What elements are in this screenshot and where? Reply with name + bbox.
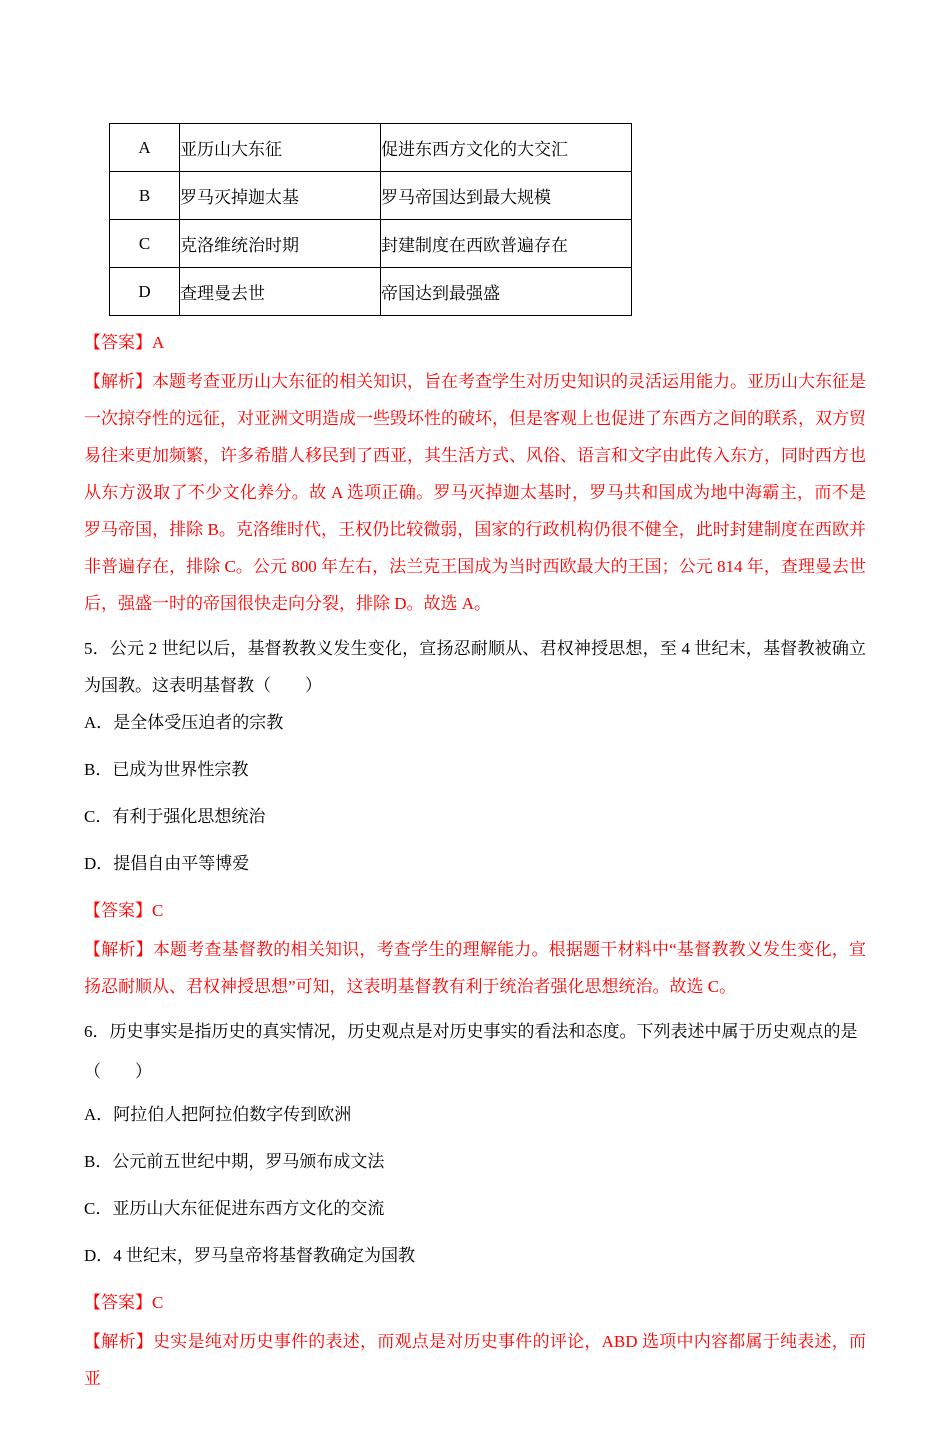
option-letter-cell: C	[110, 220, 180, 268]
outcome-cell: 帝国达到最强盛	[381, 268, 632, 316]
question-6-option-b: B．公元前五世纪中期，罗马颁布成文法	[84, 1152, 385, 1171]
question-6-stem-parentheses: （ ）	[84, 1062, 152, 1081]
question-6-option-a: A．阿拉伯人把阿拉伯数字传到欧洲	[84, 1105, 352, 1124]
table-row	[110, 172, 632, 220]
question-6-answer: 【答案】C	[84, 1293, 164, 1312]
question-6-option-d: D．4 世纪末，罗马皇帝将基督教确定为国教	[84, 1246, 416, 1265]
event-cell: 查理曼去世	[180, 268, 381, 316]
outcome-cell: 促进东西方文化的大交汇	[381, 124, 632, 172]
table-row	[110, 124, 632, 172]
question-4-analysis: 【解析】本题考查亚历山大东征的相关知识，旨在考查学生对历史知识的灵活运用能力。亚历山大东征是一次掠夺性的远征，对亚洲文明造成一些毁坏性的破坏，但是客观上也促进了东西方之间的联系，双方贸易往来更加频繁，许多希腊人移民到了西亚，其生活方式、风俗、语言和文字由此传入东方，同时西方也从东方汲取了不少文化养分。故 A 选项正确。罗马灭掉迦太基时，罗马共和国成为地中海霸主，而不是罗马帝国，排除 B。克洛维时代，王权仍比较微弱，国家的行政机构仍很不健全，此时封建制度在西欧并非普遍存在，排除 C。公元 800 年左右，法兰克王国成为当时西欧最大的王国；公元 814 年，查理曼去世后，强盛一时的帝国很快走向分裂，排除 D。故选 A。	[84, 372, 866, 613]
question-5-stem: 5．公元 2 世纪以后，基督教教义发生变化，宣扬忍耐顺从、君权神授思想，至 4 世纪末，基督教被确立为国教。这表明基督教（ ）	[84, 639, 866, 695]
question-5-option-b: B．已成为世界性宗教	[84, 760, 249, 779]
option-letter-cell: D	[110, 268, 180, 316]
question-6-analysis-partial: 【解析】史实是纯对历史事件的表述，而观点是对历史事件的评论，ABD 选项中内容都属于纯表述，而亚	[84, 1332, 866, 1388]
question-5-option-c: C．有利于强化思想统治	[84, 807, 266, 826]
question-4-options-table	[109, 123, 632, 316]
question-5-option-a: A．是全体受压迫者的宗教	[84, 713, 284, 732]
event-cell: 亚历山大东征	[180, 124, 381, 172]
question-6-option-c: C．亚历山大东征促进东西方文化的交流	[84, 1199, 385, 1218]
table-row	[110, 220, 632, 268]
outcome-cell: 罗马帝国达到最大规模	[381, 172, 632, 220]
option-letter-cell: A	[110, 124, 180, 172]
option-letter-cell: B	[110, 172, 180, 220]
question-5-analysis: 【解析】本题考查基督教的相关知识，考查学生的理解能力。根据题干材料中“基督教教义发生变化，宣扬忍耐顺从、君权神授思想”可知，这表明基督教有利于统治者强化思想统治。故选 C。	[84, 940, 866, 996]
event-cell: 罗马灭掉迦太基	[180, 172, 381, 220]
outcome-cell: 封建制度在西欧普遍存在	[381, 220, 632, 268]
question-5-option-d: D．提倡自由平等博爱	[84, 854, 250, 873]
question-4-answer: 【答案】A	[84, 333, 165, 352]
question-5-answer: 【答案】C	[84, 901, 164, 920]
table-row	[110, 268, 632, 316]
question-6-stem: 6．历史事实是指历史的真实情况，历史观点是对历史事实的看法和态度。下列表述中属于历史观点的是	[84, 1022, 858, 1041]
event-cell: 克洛维统治时期	[180, 220, 381, 268]
